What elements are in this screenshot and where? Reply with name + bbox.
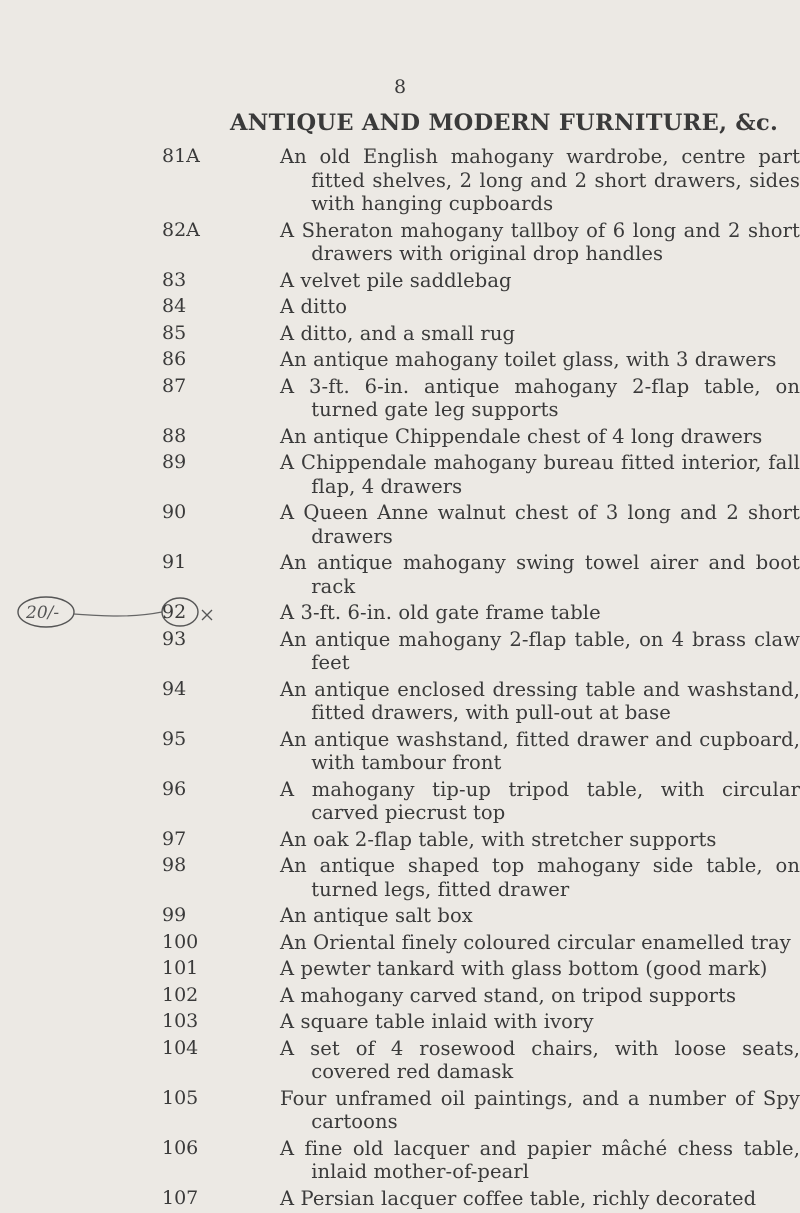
lot-entry [0, 295, 800, 319]
lot-description: An oak 2-flap table, with stretcher supports [280, 827, 717, 851]
lot-entry [0, 957, 800, 981]
lot-number: 100 [162, 930, 199, 953]
handwritten-price: 20/- [26, 603, 60, 623]
lot-entry [0, 904, 800, 928]
catalogue-title: ANTIQUE AND MODERN FURNITURE, &c. [230, 110, 779, 136]
lot-number: 95 [162, 727, 187, 750]
lot-number: 105 [162, 1086, 199, 1109]
lot-entry [0, 322, 800, 346]
lot-number: 106 [162, 1136, 199, 1159]
lot-number: 88 [162, 424, 187, 447]
lot-number: 85 [162, 321, 187, 344]
lot-description: A Chippendale mahogany bureau fitted interior, fall flap, 4 drawers [280, 451, 800, 498]
lot-description: A Persian lacquer coffee table, richly decorated [280, 1186, 757, 1210]
lot-entry [0, 501, 800, 548]
lot-description: An antique mahogany toilet glass, with 3 drawers [280, 348, 777, 371]
lot-number: 99 [162, 904, 187, 926]
lot-description: An antique Chippendale chest of 4 long drawers [280, 424, 763, 448]
lot-number: 87 [162, 374, 187, 397]
lot-number: 103 [162, 1010, 199, 1032]
lot-entry [0, 728, 800, 775]
lot-entry [0, 1187, 800, 1211]
lot-number: 84 [162, 295, 187, 317]
lot-entry [0, 854, 800, 901]
lot-number: 82A [162, 218, 200, 241]
lot-number: 107 [162, 1186, 199, 1209]
lot-description: An antique shaped top mahogany side table, on turned legs, fitted drawer [280, 854, 800, 901]
lot-description: A Sheraton mahogany tallboy of 6 long and 2 short drawers with original drop handles [280, 218, 800, 265]
lot-description: A 3-ft. 6-in. antique mahogany 2-flap table, on turned gate leg supports [280, 374, 800, 421]
lot-description: A pewter tankard with glass bottom (good mark) [280, 957, 768, 980]
lot-entry [0, 828, 800, 852]
lot-number: 97 [162, 827, 187, 850]
lot-description: A set of 4 rosewood chairs, with loose seats, covered red damask [280, 1036, 800, 1083]
lot-entry [0, 678, 800, 725]
lot-description: A mahogany carved stand, on tripod supports [280, 983, 737, 1007]
lot-description: A ditto, and a small rug [280, 321, 516, 345]
lot-entry [0, 348, 800, 372]
lot-number: 81A [162, 145, 200, 167]
lot-entry [0, 984, 800, 1008]
lot-entry [0, 601, 800, 625]
lot-entry [0, 1087, 800, 1134]
lot-number: 102 [162, 983, 199, 1006]
lot-entry [0, 931, 800, 955]
lot-entry [0, 451, 800, 498]
lot-number: 104 [162, 1036, 199, 1059]
lot-description: Four unframed oil paintings, and a number of Spy cartoons [280, 1086, 800, 1133]
lot-entry [0, 778, 800, 825]
lot-entry [0, 551, 800, 598]
lot-number: 90 [162, 501, 187, 523]
lot-description: An old English mahogany wardrobe, centre part fitted shelves, 2 long and 2 short drawers, sides with hanging cupboards [280, 145, 800, 215]
lot-entry [0, 269, 800, 293]
lot-number: 96 [162, 777, 187, 800]
lot-description: A ditto [280, 295, 348, 318]
lot-entry [0, 145, 800, 216]
lot-list [0, 145, 800, 1213]
lot-entry [0, 1010, 800, 1034]
lot-entry [0, 219, 800, 266]
lot-description: A square table inlaid with ivory [280, 1010, 594, 1033]
lot-number: 101 [162, 957, 199, 979]
lot-description: A fine old lacquer and papier mâché chess table, inlaid mother-of-pearl [280, 1136, 800, 1183]
lot-description: An antique mahogany swing towel airer and boot rack [280, 551, 800, 598]
lot-description: A velvet pile saddlebag [280, 268, 512, 292]
lot-number: 89 [162, 451, 187, 473]
lot-description: An antique mahogany 2-flap table, on 4 brass claw feet [280, 627, 800, 674]
page-number: 8 [393, 76, 407, 98]
lot-description: An antique salt box [280, 904, 473, 927]
lot-number: 83 [162, 268, 187, 291]
lot-description: A mahogany tip-up tripod table, with circular carved piecrust top [280, 777, 800, 824]
lot-description: An antique enclosed dressing table and washstand, fitted drawers, with pull-out at base [280, 677, 800, 724]
lot-entry [0, 1037, 800, 1084]
lot-number: 94 [162, 677, 187, 700]
lot-entry [0, 628, 800, 675]
lot-number: 98 [162, 854, 187, 876]
lot-description: An antique washstand, fitted drawer and cupboard, with tambour front [280, 727, 800, 774]
lot-entry [0, 375, 800, 422]
lot-number: 93 [162, 627, 187, 650]
lot-description: An Oriental finely coloured circular enamelled tray [280, 930, 791, 954]
lot-entry [0, 1137, 800, 1184]
lot-number: 86 [162, 348, 187, 370]
lot-description: A Queen Anne walnut chest of 3 long and 2 short drawers [280, 501, 800, 548]
lot-number: 92 [162, 601, 187, 623]
lot-number: 91 [162, 551, 187, 573]
lot-entry [0, 425, 800, 449]
lot-description: A 3-ft. 6-in. old gate frame table [280, 601, 601, 624]
